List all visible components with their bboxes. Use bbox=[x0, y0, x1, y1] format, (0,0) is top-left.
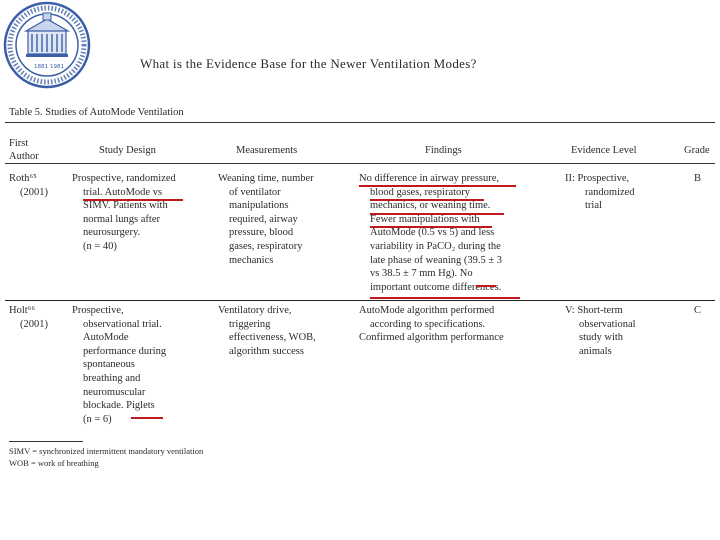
row1-grade: B bbox=[694, 173, 702, 184]
university-seal-logo bbox=[2, 0, 92, 90]
highlight-underline bbox=[83, 199, 183, 201]
row2-findings: AutoMode algorithm performed according to specifications. Confirmed algorithm performance bbox=[359, 305, 504, 344]
header-findings: Findings bbox=[425, 145, 462, 156]
row1-evidence-level: II: Prospective, randomized trial bbox=[565, 173, 635, 212]
header-study-design: Study Design bbox=[99, 145, 156, 156]
row2-design: Prospective, observational trial. AutoMode performance during spontaneous breathing and neuromuscular blockade. Piglets (n = 6) bbox=[72, 305, 167, 425]
table-header-rule bbox=[5, 163, 715, 164]
highlight-underline bbox=[131, 417, 163, 419]
row1-findings: No difference in airway pressure, blood gases, respiratory mechanics, or weaning time. Fewer manipulations with AutoMode (0.5 vs 5) and less variability in PaCO₂ during the late phase of weaning (39.5 ± 3 vs 38.5 ± 7 mm Hg). No important outcome differences. bbox=[359, 173, 503, 293]
row1-author: Roth⁶⁵ (2001) bbox=[9, 173, 48, 198]
row2-author: Holt⁶⁶ (2001) bbox=[9, 305, 48, 330]
highlight-underline bbox=[370, 213, 504, 215]
header-measurements: Measurements bbox=[236, 145, 298, 156]
row2-evidence-level: V: Short-term observational study with animals bbox=[565, 305, 636, 357]
highlight-underline bbox=[370, 297, 520, 299]
header-grade: Grade bbox=[684, 145, 710, 156]
highlight-underline bbox=[370, 199, 484, 201]
footnote-rule bbox=[9, 441, 83, 442]
table-top-rule bbox=[5, 122, 715, 123]
highlight-underline bbox=[370, 226, 492, 228]
table-caption: Table 5. Studies of AutoMode Ventilation bbox=[9, 107, 184, 118]
header-evidence-level: Evidence Level bbox=[571, 145, 637, 156]
logo-year-left: 1881 bbox=[34, 64, 48, 70]
header-first-author: First Author bbox=[9, 138, 39, 162]
highlight-underline bbox=[476, 285, 496, 287]
table-row-divider bbox=[5, 300, 715, 301]
row1-measurements: Weaning time, number of ventilator manipulations required, airway pressure, blood gases, respiratory mechanics bbox=[218, 173, 314, 266]
slide-title: What is the Evidence Base for the Newer Ventilation Modes? bbox=[140, 56, 477, 71]
logo-year-right: 1981 bbox=[50, 64, 64, 70]
footnote-wob: WOB = work of breathing bbox=[9, 458, 99, 468]
highlight-underline bbox=[359, 185, 516, 187]
row2-measurements: Ventilatory drive, triggering effectiveness, WOB, algorithm success bbox=[218, 305, 316, 357]
row1-design: Prospective, randomized trial. AutoMode vs SIMV. Patients with normal lungs after neurosurgery. (n = 40) bbox=[72, 173, 176, 252]
footnote-simv: SIMV = synchronized intermittent mandatory ventilation bbox=[9, 446, 204, 456]
row2-grade: C bbox=[694, 305, 702, 316]
